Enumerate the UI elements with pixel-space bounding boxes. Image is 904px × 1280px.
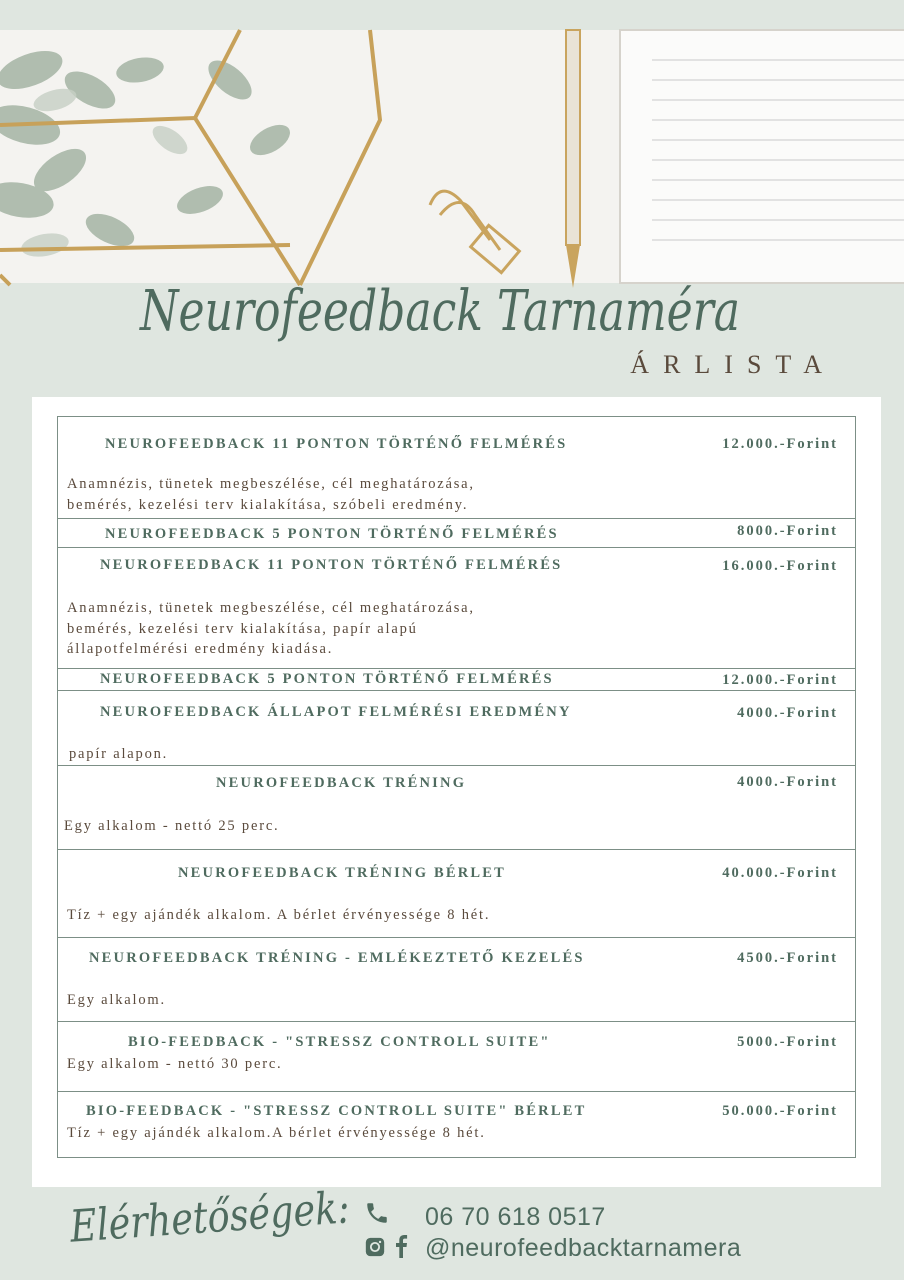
service-title: NEUROFEEDBACK ÁLLAPOT FELMÉRÉSI EREDMÉNY — [100, 704, 572, 720]
service-title: NEUROFEEDBACK 11 PONTON TÖRTÉNŐ FELMÉRÉS — [100, 557, 563, 573]
price-row — [58, 669, 855, 691]
price-table — [57, 416, 856, 1158]
service-price: 5000.-Forint — [737, 1034, 838, 1050]
price-row — [58, 1092, 855, 1158]
service-title: BIO-FEEDBACK - "STRESSZ CONTROLL SUITE" BÉRLET — [86, 1103, 587, 1119]
service-description: Egy alkalom - nettó 30 perc. — [67, 1056, 283, 1072]
service-description: papír alapon. — [69, 746, 169, 762]
service-title: BIO-FEEDBACK - "STRESSZ CONTROLL SUITE" — [128, 1034, 551, 1050]
price-row — [58, 938, 855, 1022]
instagram-icon[interactable] — [364, 1236, 386, 1258]
price-list-heading: ÁRLISTA — [630, 350, 836, 379]
service-title: NEUROFEEDBACK 5 PONTON TÖRTÉNŐ FELMÉRÉS — [105, 526, 559, 542]
service-description: Egy alkalom - nettó 25 perc. — [64, 818, 280, 834]
service-description: Tíz + egy ajándék alkalom.A bérlet érvényessége 8 hét. — [67, 1125, 486, 1141]
terrarium-illustration — [0, 30, 400, 283]
phone-icon — [364, 1200, 390, 1226]
service-price: 12.000.-Forint — [722, 672, 838, 688]
service-price: 40.000.-Forint — [722, 865, 838, 881]
service-description: Egy alkalom. — [67, 992, 166, 1008]
price-row — [58, 766, 855, 850]
service-price: 8000.-Forint — [737, 523, 838, 539]
service-title: NEUROFEEDBACK TRÉNING - EMLÉKEZTETŐ KEZELÉS — [89, 950, 585, 966]
hero-photo — [0, 30, 904, 283]
facebook-icon[interactable] — [392, 1234, 410, 1258]
price-row — [58, 1022, 855, 1092]
service-title: NEUROFEEDBACK 11 PONTON TÖRTÉNŐ FELMÉRÉS — [105, 436, 568, 452]
phone-number[interactable]: 06 70 618 0517 — [425, 1203, 606, 1231]
price-row — [58, 519, 855, 548]
service-title: NEUROFEEDBACK TRÉNING BÉRLET — [178, 865, 507, 881]
social-handle[interactable]: @neurofeedbacktarnamera — [425, 1234, 742, 1262]
service-price: 4000.-Forint — [737, 774, 838, 790]
price-row — [58, 691, 855, 766]
service-description: Anamnézis, tünetek megbeszélése, cél meghatározása, bemérés, kezelési terv kialakítása, szóbeli eredmény. — [67, 476, 475, 513]
service-title: NEUROFEEDBACK 5 PONTON TÖRTÉNŐ FELMÉRÉS — [100, 671, 554, 687]
service-description: Anamnézis, tünetek megbeszélése, cél meghatározása, bemérés, kezelési terv kialakítása, papír alapú állapotfelmérési eredmény kiadása. — [67, 600, 475, 657]
price-row — [58, 417, 855, 519]
brand-script-title — [140, 268, 750, 360]
service-description: Tíz + egy ajándék alkalom. A bérlet érvényessége 8 hét. — [67, 907, 491, 923]
service-price: 4500.-Forint — [737, 950, 838, 966]
service-price: 4000.-Forint — [737, 705, 838, 721]
price-row — [58, 850, 855, 938]
service-price: 12.000.-Forint — [722, 436, 838, 452]
contact-script-text: Elérhetőségek: — [68, 1178, 408, 1253]
notebook-illustration — [612, 30, 904, 283]
contact-script-heading — [68, 1170, 408, 1265]
pen-illustration — [560, 30, 590, 295]
service-price: 16.000.-Forint — [722, 558, 838, 574]
price-row — [58, 548, 855, 669]
service-price: 50.000.-Forint — [722, 1103, 838, 1119]
service-title: NEUROFEEDBACK TRÉNING — [216, 775, 467, 791]
brand-script-text: Neurofeedback Tarnaméra — [138, 279, 741, 344]
